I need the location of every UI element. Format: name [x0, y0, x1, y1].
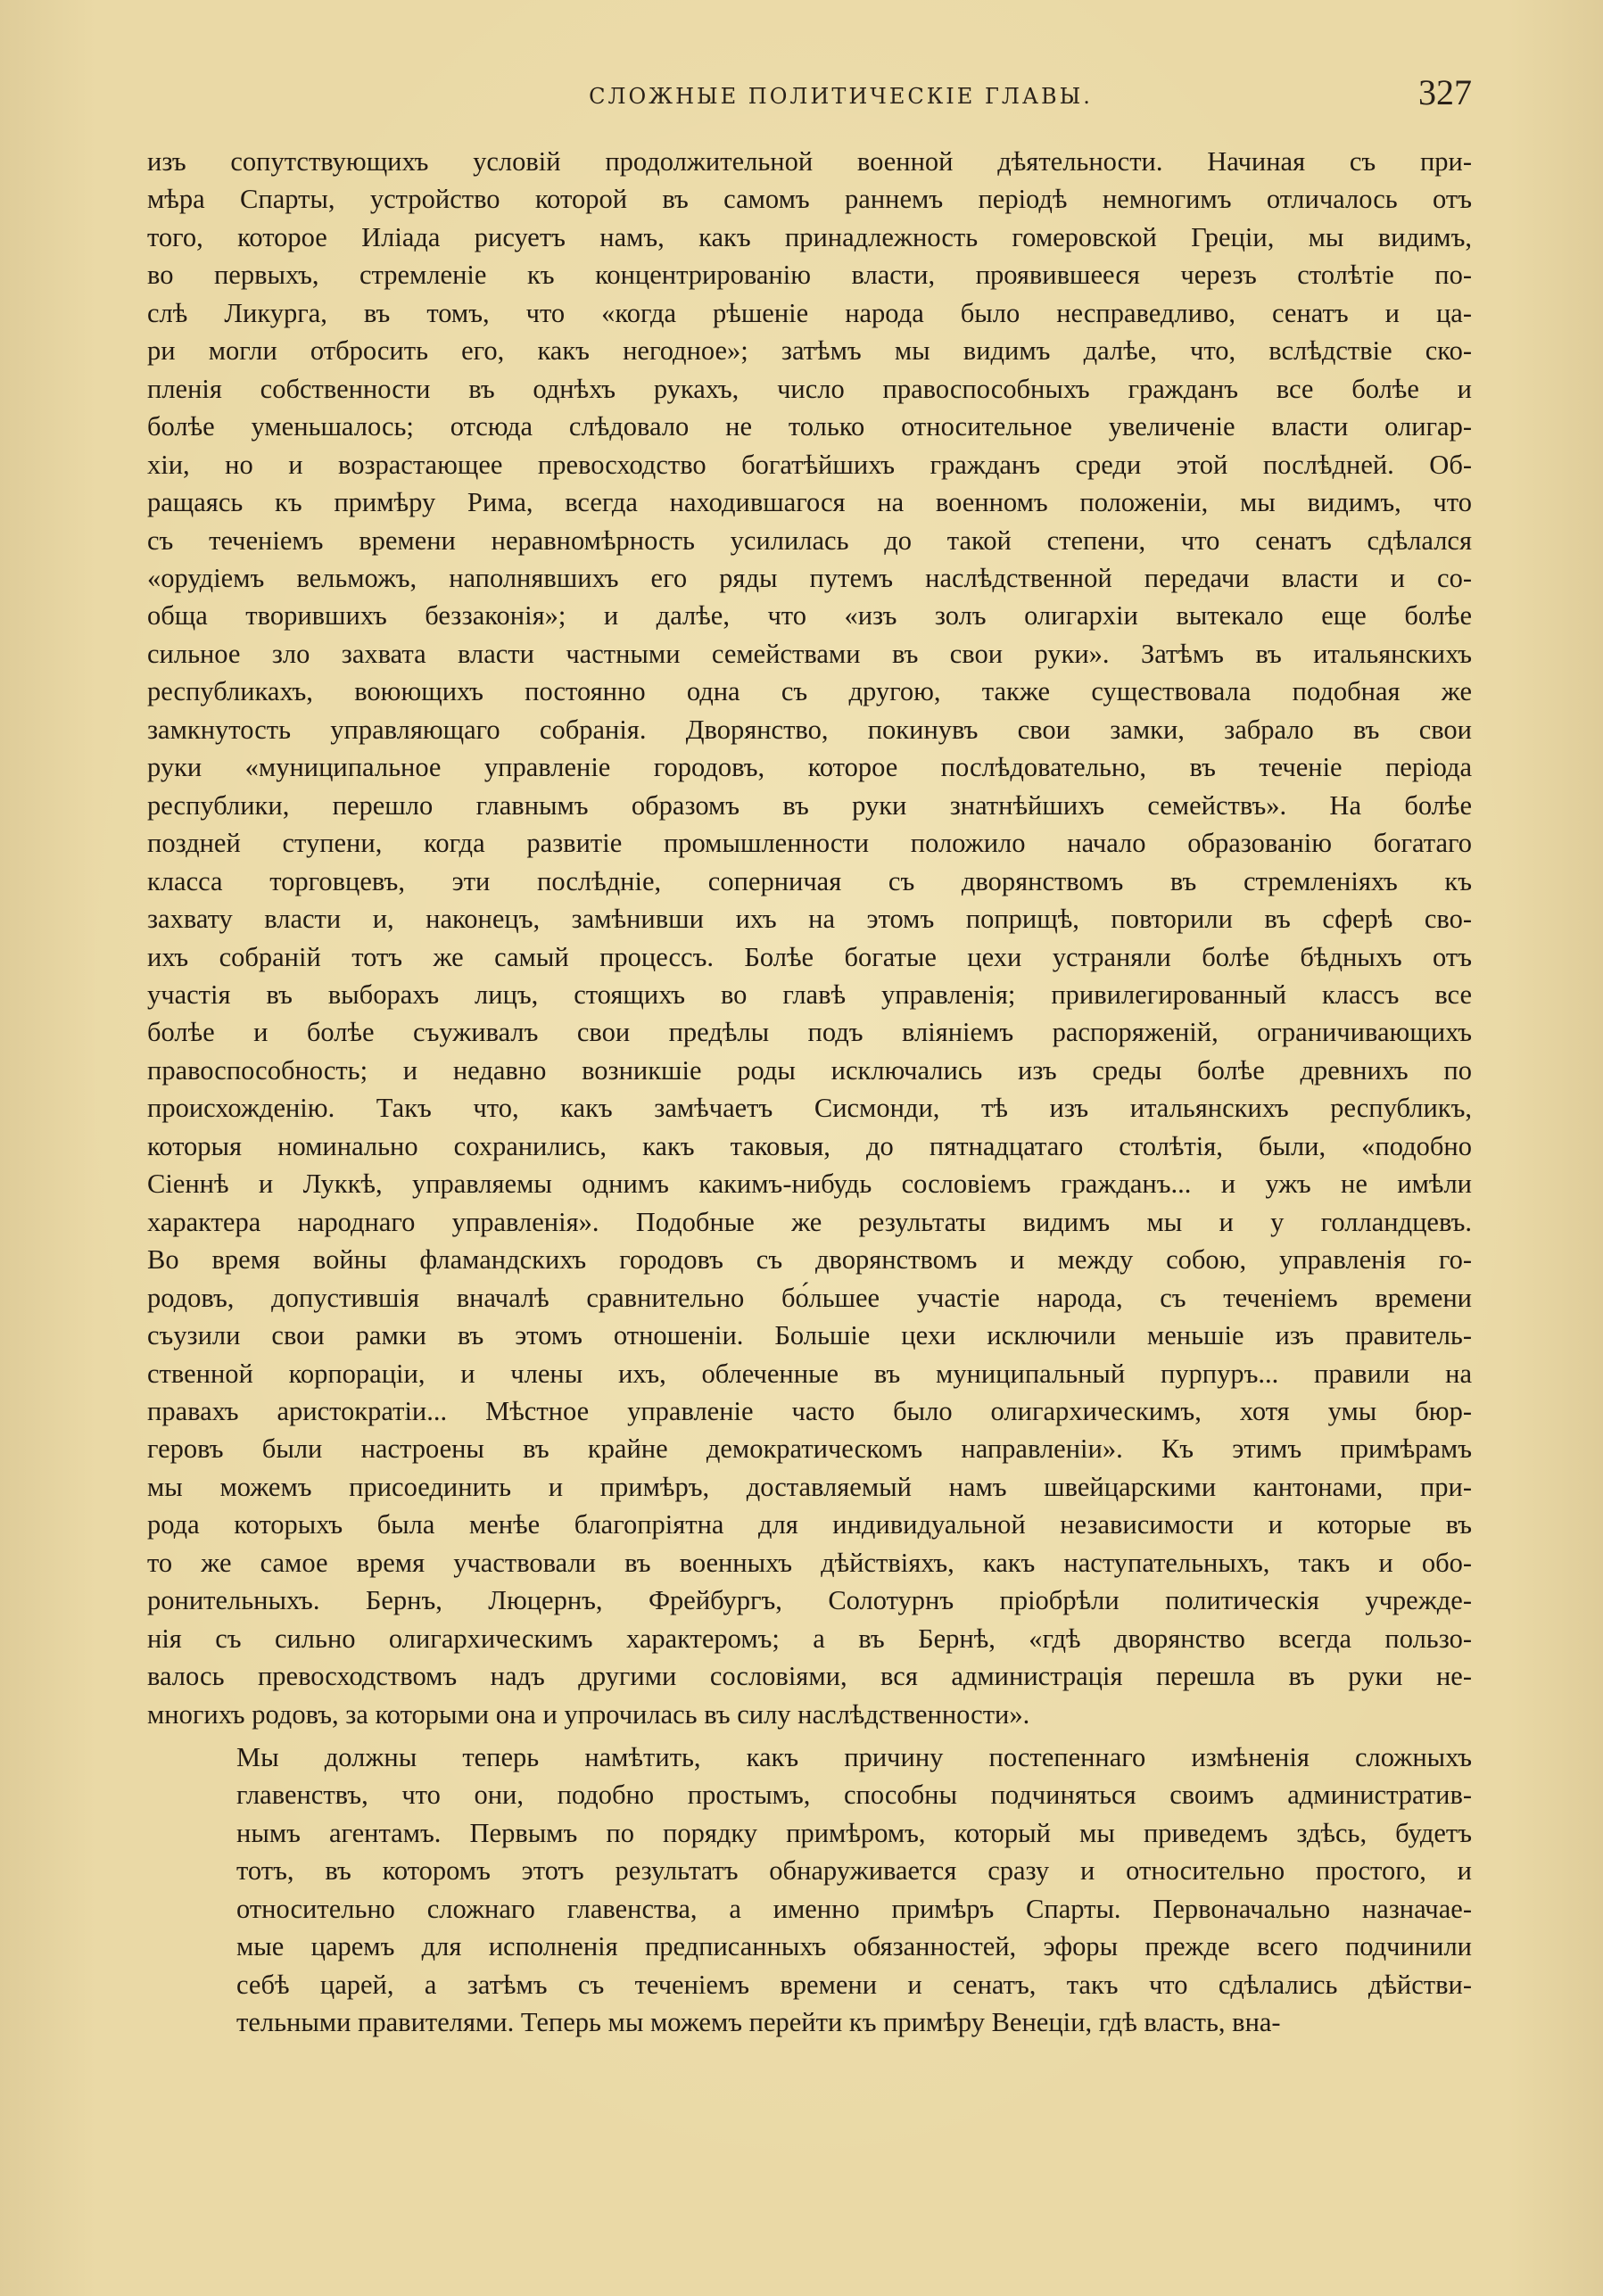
- text-line: главенствъ, что они, подобно простымъ, способны подчиняться своимъ административ-: [236, 1780, 1472, 1811]
- text-line: то же самое время участвовали въ военныхъ дѣйствіяхъ, какъ наступательныхъ, такъ и обо-: [147, 1547, 1472, 1578]
- text-line: тельными правителями. Теперь мы можемъ перейти къ примѣру Венеціи, гдѣ власть, вна-: [236, 2007, 1281, 2038]
- text-line: Во время войны фламандскихъ городовъ съ дворянствомъ и между собою, управленія го-: [147, 1244, 1472, 1276]
- paragraph-1: [147, 143, 1472, 1733]
- text-line: пленія собственности въ однѣхъ рукахъ, число правоспособныхъ гражданъ все болѣе и: [147, 373, 1472, 404]
- text-line: класса торговцевъ, эти послѣдніе, соперничая съ дворянствомъ въ стремленіяхъ къ: [147, 865, 1472, 896]
- text-line: захвату власти и, наконецъ, замѣнивши ихъ на этомъ поприщѣ, повторили въ сферѣ сво-: [147, 904, 1472, 935]
- running-title: СЛОЖНЫЕ ПОЛИТИЧЕСКІЕ ГЛАВЫ.: [589, 84, 1093, 109]
- text-line: ихъ собраній тотъ же самый процессъ. Болѣе богатые цехи устраняли болѣе бѣдныхъ отъ: [147, 941, 1472, 972]
- text-line: мы можемъ присоединить и примѣръ, доставляемый намъ швейцарскими кантонами, при-: [147, 1471, 1472, 1502]
- text-line: родовъ, допустившія вначалѣ сравнительно бо́льшее участіе народа, съ теченіемъ времени: [147, 1282, 1472, 1313]
- text-line: мые царемъ для исполненія предписанныхъ обязанностей, эфоры прежде всего подчинили: [236, 1931, 1472, 1962]
- text-line: происхожденію. Такъ что, какъ замѣчаетъ Сисмонди, тѣ изъ итальянскихъ республикъ,: [147, 1093, 1472, 1124]
- text-line: относительно сложнаго главенства, а именно примѣръ Спарты. Первоначально назначае-: [236, 1893, 1472, 1924]
- text-line: ронительныхъ. Бернъ, Люцернъ, Фрейбургъ, Солотурнъ пріобрѣли политическія учрежде-: [147, 1585, 1472, 1616]
- text-line: болѣе и болѣе съуживалъ свои предѣлы подъ вліяніемъ распоряженій, ограничивающихъ: [147, 1017, 1472, 1048]
- text-line: съузили свои рамки въ этомъ отношеніи. Большіе цехи исключили меньшіе изъ правитель-: [147, 1320, 1472, 1351]
- text-line: участія въ выборахъ лицъ, стоящихъ во главѣ управленія; привилегированный классъ все: [147, 979, 1472, 1010]
- text-line: того, которое Иліада рисуетъ намъ, какъ принадлежность гомеровской Греціи, мы видимъ,: [147, 221, 1472, 252]
- text-line: рода которыхъ была менѣе благопріятна для индивидуальной независимости и которые въ: [147, 1509, 1472, 1540]
- text-line: многихъ родовъ, за которыми она и упрочилась въ силу наслѣдственности».: [147, 1698, 1030, 1730]
- text-line: Мы должны теперь намѣтить, какъ причину постепеннаго измѣненія сложныхъ: [236, 1742, 1472, 1773]
- text-line: «орудіемъ вельможъ, наполнявшихъ его ряды путемъ наслѣдственной передачи власти и со-: [147, 562, 1472, 593]
- text-line: руки «муниципальное управленіе городовъ, которое послѣдовательно, въ теченіе періода: [147, 752, 1472, 783]
- text-line: ственной корпораціи, и члены ихъ, облеченные въ муниципальный пурпуръ... правили на: [147, 1358, 1472, 1389]
- text-line: во первыхъ, стремленіе къ концентрированію власти, проявившееся черезъ столѣтіе по-: [147, 260, 1472, 291]
- text-line: мѣра Спарты, устройство которой въ самомъ раннемъ періодѣ немногимъ отличалось отъ: [147, 184, 1472, 215]
- text-line: которыя номинально сохранились, какъ таковыя, до пятнадцатаго столѣтія, были, «подобно: [147, 1130, 1472, 1161]
- text-line: болѣе уменьшалось; отсюда слѣдовало не только относительное увеличеніе власти олигар-: [147, 411, 1472, 442]
- text-line: тотъ, въ которомъ этотъ результатъ обнаруживается сразу и относительно простого, и: [236, 1855, 1472, 1887]
- text-line: правахъ аристократіи... Мѣстное управленіе часто было олигархическимъ, хотя умы бюр-: [147, 1395, 1472, 1426]
- page-header: [147, 71, 1472, 125]
- text-line: хіи, но и возрастающее превосходство богатѣйшихъ гражданъ среди этой послѣдней. Об-: [147, 449, 1472, 480]
- text-line: поздней ступени, когда развитіе промышленности положило начало образованію богатаго: [147, 828, 1472, 859]
- text-line: республикахъ, воюющихъ постоянно одна съ другою, также существовала подобная же: [147, 676, 1472, 707]
- text-line: республики, перешло главнымъ образомъ въ руки знатнѣйшихъ семействъ». На болѣе: [147, 789, 1472, 821]
- text-line: сильное зло захвата власти частными семействами въ свои руки». Затѣмъ въ итальянскихъ: [147, 638, 1472, 669]
- text-line: ращаясь къ примѣру Рима, всегда находившагося на военномъ положеніи, мы видимъ, что: [147, 487, 1472, 518]
- text-line: ри могли отбросить его, какъ негодное»; затѣмъ мы видимъ далѣе, что, вслѣдствіе ско-: [147, 335, 1472, 367]
- paragraph-2: [147, 1739, 1472, 2042]
- text-line: валось превосходствомъ надъ другими сословіями, вся администрація перешла въ руки не-: [147, 1661, 1472, 1692]
- text-line: нымъ агентамъ. Первымъ по порядку примѣромъ, который мы приведемъ здѣсь, будетъ: [236, 1817, 1472, 1848]
- body-text: [147, 143, 1472, 2042]
- text-line: Сіеннѣ и Луккѣ, управляемы однимъ какимъ-нибудь сословіемъ гражданъ... и ужъ не имѣли: [147, 1169, 1472, 1200]
- text-line: геровъ были настроены въ крайне демократическомъ направленіи». Къ этимъ примѣрамъ: [147, 1433, 1472, 1465]
- text-line: характера народнаго управленія». Подобные же результаты видимъ мы и у голландцевъ.: [147, 1206, 1472, 1237]
- text-line: нія съ сильно олигархическимъ характеромъ; а въ Бернѣ, «гдѣ дворянство всегда пользо-: [147, 1623, 1472, 1654]
- text-line: себѣ царей, а затѣмъ съ теченіемъ времени и сенатъ, такъ что сдѣлались дѣйстви-: [236, 1969, 1472, 2000]
- text-line: правоспособность; и недавно возникшіе роды исключались изъ среды болѣе древнихъ по: [147, 1054, 1472, 1086]
- text-line: обща творившихъ беззаконія»; и далѣе, что «изъ золъ олигархіи вытекало еще болѣе: [147, 600, 1472, 632]
- text-line: замкнутость управляющаго собранія. Дворянство, покинувъ свои замки, забрало въ свои: [147, 714, 1472, 745]
- text-line: съ теченіемъ времени неравномѣрность усилилась до такой степени, что сенатъ сдѣлался: [147, 524, 1472, 556]
- text-line: изъ сопутствующихъ условій продолжительной военной дѣятельности. Начиная съ при-: [147, 146, 1472, 177]
- page-number: 327: [1418, 72, 1472, 112]
- text-line: слѣ Ликурга, въ томъ, что «когда рѣшеніе народа было несправедливо, сенатъ и ца-: [147, 297, 1472, 328]
